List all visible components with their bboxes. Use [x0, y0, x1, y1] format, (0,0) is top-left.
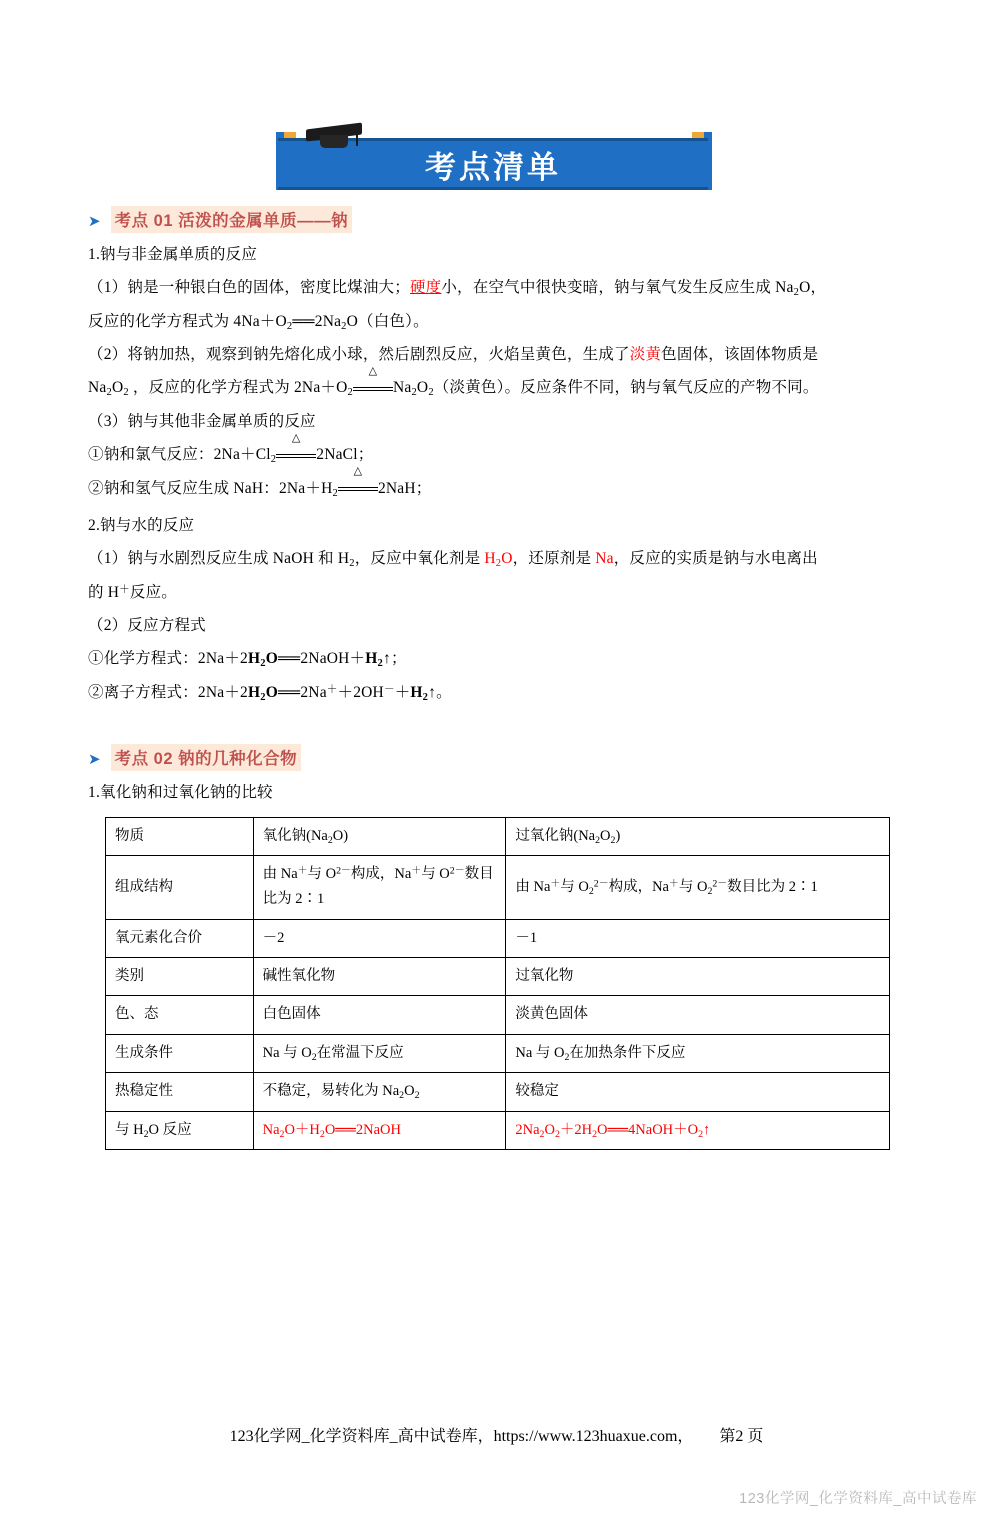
- paragraph-1-4: $Na_2O_2$ ，反应的化学方程式为 $2Na+O_2$ △ $Na_2O_2$（淡黄色）。反应条件不同，钠与氧气反应的产物不同。: [88, 365, 819, 399]
- section-heading-2-label: 考点 02 钠的几种化合物: [111, 744, 302, 771]
- paragraph-1-6: ①钠和氯气反应：$2Na+Cl_2$ △ 2NaCl；: [88, 431, 374, 466]
- table-header-cell: 氧化钠$(Na_2O)$: [253, 817, 506, 855]
- table-header-cell: 物质: [106, 817, 254, 855]
- row-label: 组成结构: [106, 855, 254, 919]
- table-header-cell: 过氧化钠$(Na_2O_2)$: [506, 817, 890, 855]
- section-heading-1: [88, 206, 905, 233]
- reaction-arrow-heat-1: △: [353, 381, 393, 397]
- subheading-1-1: 1.钠与非金属单质的反应: [88, 246, 258, 263]
- subheading-1-2: 2.钠与水的反应: [88, 517, 195, 535]
- watermark: 123化学网_化学资料库_高中试卷库: [739, 1491, 977, 1507]
- bullet-arrow-icon: ➤: [88, 213, 101, 230]
- footer-page-number: 第2 页: [719, 1428, 764, 1445]
- graduation-cap-icon: [306, 118, 366, 152]
- row-value-na2o2: 过氧化物: [506, 958, 890, 996]
- table-row: [106, 958, 890, 996]
- row-label: 类别: [106, 958, 254, 996]
- table-row: [106, 1111, 890, 1149]
- table-row: [106, 817, 890, 855]
- row-value-na2o2: 较稳定: [506, 1073, 890, 1111]
- section-heading-1-label: 考点 01 活泼的金属单质——钠: [111, 206, 353, 233]
- row-label: 氧元素化合价: [106, 919, 254, 957]
- page-footer: [0, 1423, 993, 1446]
- row-value-na2o: Na 与 $O_2$在常温下反应: [253, 1034, 506, 1072]
- row-label: 生成条件: [106, 1034, 254, 1072]
- row-label: 色、态: [106, 996, 254, 1034]
- keyword-hardness: 硬度: [409, 279, 442, 297]
- section-heading-2: [88, 744, 905, 771]
- banner: [88, 118, 905, 185]
- bullet-arrow-icon-2: ➤: [88, 751, 101, 769]
- row-value-na2o: 由 Na＋与 $O^{2-}$构成，Na＋与 $O^{2-}$数目比为 2∶1: [253, 855, 506, 919]
- row-value-na2o: 碱性氧化物: [253, 958, 506, 996]
- row-value-na2o: 白色固体: [253, 996, 506, 1034]
- paragraph-1-11: ①化学方程式：$2Na+2H_2O══2NaOH+H_2↑$；: [88, 650, 407, 670]
- paragraph-1-10: （2）反应方程式: [88, 617, 206, 635]
- row-value-na2o2: $2Na_2O_2+2H_2O══4NaOH+O_2↑$: [506, 1111, 890, 1149]
- subheading-2-1: 1.氧化钠和过氧化钠的比较: [88, 784, 273, 802]
- paragraph-1-9: 的 H＋反应。: [88, 583, 178, 601]
- document-page: [0, 118, 993, 1522]
- row-label: 与 $H_2O$ 反应: [106, 1111, 254, 1149]
- paragraph-1-3: （2）将钠加热，观察到钠先熔化成小球，然后剧烈反应，火焰呈黄色，生成了淡黄色固体，该固体物质是: [88, 346, 819, 364]
- comparison-table: [105, 817, 890, 1150]
- paragraph-1-7: ②钠和氢气反应生成 NaH：$2Na+H_2$ △ 2NaH；: [88, 465, 432, 499]
- row-value-na2o2: －1: [506, 919, 890, 957]
- paragraph-1-8: （1）钠与水剧烈反应生成 NaOH 和 $H_2$，反应中氧化剂是 $H_2O$，还原剂是 Na，反应的实质是钠与水电离出: [88, 550, 818, 570]
- table-row: [106, 996, 890, 1034]
- row-value-na2o: －2: [253, 919, 506, 957]
- row-value-na2o: $Na_2O+H_2O══2NaOH$: [253, 1111, 506, 1149]
- table-row: [106, 919, 890, 957]
- paragraph-1-2: 反应的化学方程式为 $4Na+O_2══2Na_2O$（白色）。: [88, 312, 429, 332]
- row-value-na2o2: 淡黄色固体: [506, 996, 890, 1034]
- reaction-arrow-heat-2: △: [276, 448, 316, 464]
- table-row: [106, 1073, 890, 1111]
- row-label: 热稳定性: [106, 1073, 254, 1111]
- keyword-light-yellow: 淡黄: [629, 346, 662, 364]
- paragraph-1-1: （1）钠是一种银白色的固体，密度比煤油大；硬度小，在空气中很快变暗，钠与氧气发生反应生成 $Na_2O$，: [88, 279, 827, 299]
- row-value-na2o2: Na 与 $O_2$在加热条件下反应: [506, 1034, 890, 1072]
- table-row: [106, 855, 890, 919]
- row-value-na2o2: 由 Na＋与 $O_2^{2-}$构成，Na＋与 $O_2^{2-}$数目比为 2∶1: [506, 855, 890, 919]
- keyword-na: Na: [595, 550, 614, 568]
- table-row: [106, 1034, 890, 1072]
- keyword-h2o: $H_2O$: [484, 550, 513, 570]
- row-value-na2o: 不稳定，易转化为 $Na_2O_2$: [253, 1073, 506, 1111]
- banner-title: 考点清单: [425, 149, 561, 185]
- paragraph-1-12: ②离子方程式：$2Na+2H_2O══2Na^++2OH^-+H_2↑$。: [88, 683, 452, 703]
- footer-text: 123化学网_化学资料库_高中试卷库，https://www.123huaxue.com，: [229, 1428, 694, 1445]
- paragraph-1-5: （3）钠与其他非金属单质的反应: [88, 412, 316, 430]
- reaction-arrow-heat-3: △: [338, 481, 378, 497]
